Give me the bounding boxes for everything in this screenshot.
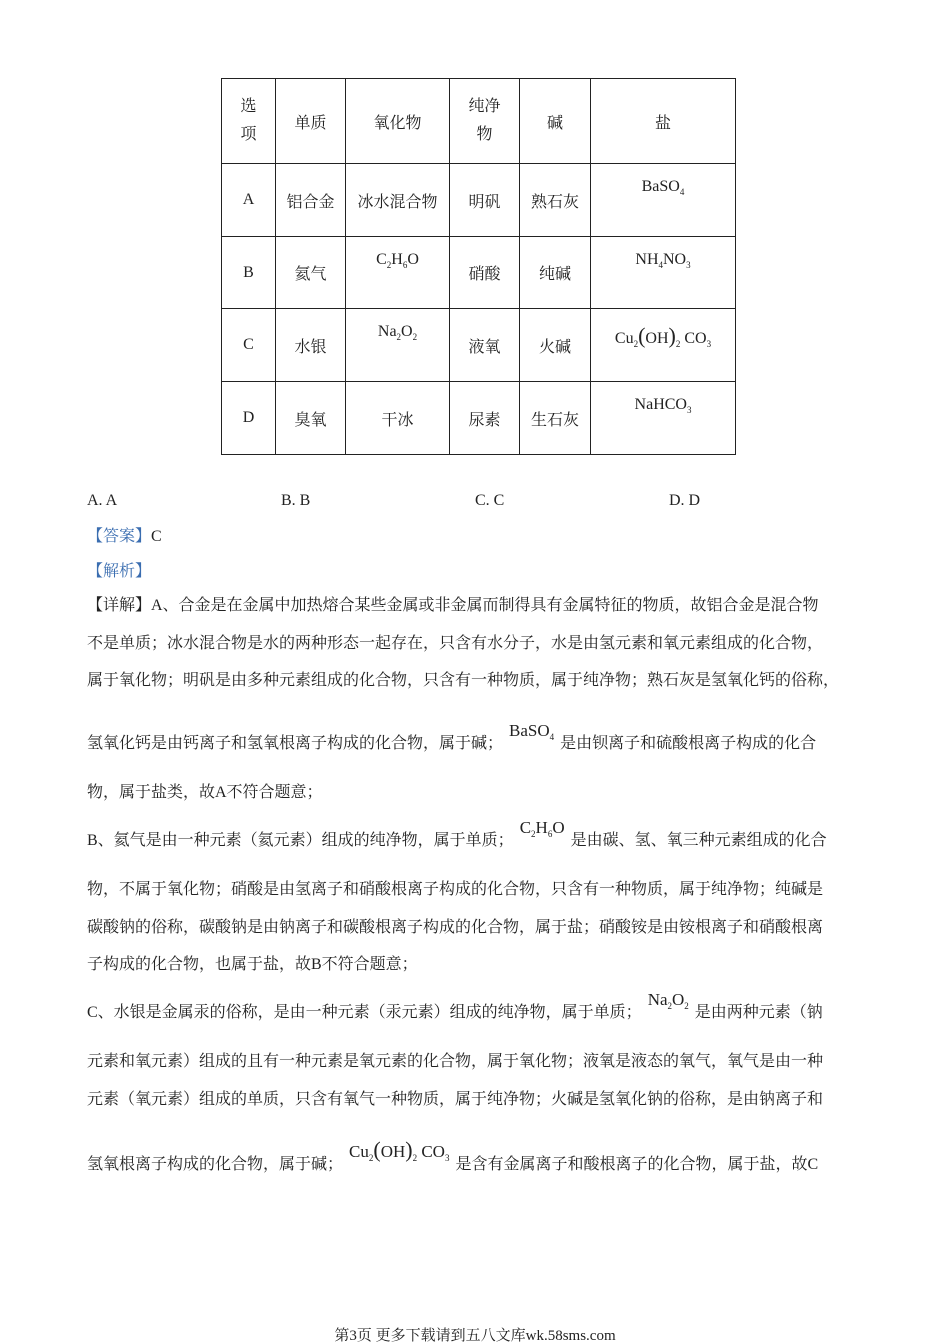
option-c: C. C xyxy=(475,492,505,509)
formula-text: C xyxy=(376,251,387,268)
line-text: 物，属于盐类，故A不符合题意； xyxy=(87,784,323,801)
formula-text: Na xyxy=(377,323,397,340)
explanation-line xyxy=(87,918,823,938)
formula-subscript: 2 xyxy=(368,1153,374,1163)
line-text: 是由两种元素（钠 xyxy=(694,1004,823,1021)
chemical-formula xyxy=(509,721,554,740)
cell-base: 熟石灰 xyxy=(520,164,591,237)
formula-text: CO xyxy=(680,330,707,347)
formula-text: C xyxy=(519,818,532,837)
explanation-line xyxy=(87,1090,823,1110)
line-text: C、水银是金属汞的俗称，是由一种元素（汞元素）组成的纯净物，属于单质； xyxy=(87,1004,642,1021)
cell-option: C xyxy=(222,309,276,382)
option-d: D. D xyxy=(669,492,701,509)
line-text: 元素（氧元素）组成的单质，只含有氧气一种物质，属于纯净物；火碱是氢氧化钠的俗称，是由钠离子和 xyxy=(87,1091,824,1108)
explanation-line xyxy=(87,1052,823,1072)
formula-text: O xyxy=(672,990,685,1009)
line-text: 物，不属于氧化物；硝酸是由氢离子和硝酸根离子构成的化合物，只含有一种物质，属于纯净物；纯碱是 xyxy=(87,881,824,898)
formula-subscript: 3 xyxy=(444,1153,450,1163)
cell-base: 纯碱 xyxy=(520,237,591,309)
formula-subscript: 3 xyxy=(706,339,712,349)
chemical-formula xyxy=(642,178,685,195)
cell-element: 氦气 xyxy=(276,237,346,309)
formula-text: BaSO xyxy=(641,178,680,195)
cell-salt xyxy=(591,164,736,237)
formula-subscript: 4 xyxy=(679,187,685,197)
formula-text: NO xyxy=(663,251,687,268)
cell-oxide: 干冰 xyxy=(346,382,450,455)
formula-text: NaHCO xyxy=(634,396,687,413)
line-text: 【详解】A、合金是在金属中加热熔合某些金属或非金属而制得具有金属特征的物质，故铝合金是混合物 xyxy=(87,597,819,614)
formula-text: OH xyxy=(380,1142,406,1161)
cell-element: 臭氧 xyxy=(276,382,346,455)
cell-pure: 明矾 xyxy=(450,164,520,237)
formula-text: ( xyxy=(638,323,646,348)
chemical-formula xyxy=(376,251,419,268)
line-text: 碳酸钠的俗称，碳酸钠是由钠离子和碳酸根离子构成的化合物，属于盐；硝酸铵是由铵根离子和硝酸根离 xyxy=(87,919,824,936)
cell-oxide xyxy=(346,309,450,382)
formula-subscript: 2 xyxy=(684,1001,689,1011)
line-text: 子构成的化合物，也属于盐，故B不符合题意； xyxy=(87,956,418,973)
formula-subscript: 4 xyxy=(658,260,663,270)
line-text: 是由碳、氢、氧三种元素组成的化合 xyxy=(570,832,827,849)
formula-subscript: 4 xyxy=(549,732,555,742)
header-salt: 盐 xyxy=(591,79,736,164)
formula-text: NH xyxy=(635,251,659,268)
formula-text: ) xyxy=(405,1137,413,1162)
formula-text: O xyxy=(401,323,413,340)
page-footer: 第3页 更多下载请到五八文库wk.58sms.com xyxy=(334,1328,616,1344)
formula-subscript: 3 xyxy=(686,260,691,270)
cell-salt xyxy=(591,309,736,382)
table-header-row xyxy=(222,79,736,164)
header-option: 选 项 xyxy=(222,79,276,164)
line-text: 是含有金属离子和酸根离子的化合物，属于盐，故C xyxy=(455,1156,819,1173)
answer-value: C xyxy=(151,528,162,545)
formula-text: ( xyxy=(373,1137,381,1162)
cell-base: 火碱 xyxy=(520,309,591,382)
cell-salt xyxy=(591,237,736,309)
explanation-line xyxy=(87,1137,819,1180)
formula-subscript: 2 xyxy=(386,260,392,270)
formula-subscript: 3 xyxy=(686,405,692,415)
option-b: B. B xyxy=(281,492,311,509)
chemical-formula xyxy=(648,990,689,1009)
line-text: 是由钡离子和硫酸根离子构成的化合 xyxy=(560,735,817,752)
formula-text: BaSO xyxy=(509,721,550,740)
formula-subscript: 2 xyxy=(667,1001,673,1011)
line-text: B、氦气是由一种元素（氦元素）组成的纯净物，属于单质； xyxy=(87,832,514,849)
line-text: 氢氧化钙是由钙离子和氢氧根离子构成的化合物，属于碱； xyxy=(87,735,504,752)
table-row xyxy=(222,309,736,382)
formula-subscript: 2 xyxy=(396,332,402,342)
table-row xyxy=(222,382,736,455)
formula-subscript: 2 xyxy=(412,332,418,342)
table-row xyxy=(222,164,736,237)
line-text: 属于氧化物；明矾是由多种元素组成的化合物，只含有一种物质，属于纯净物；熟石灰是氢氧化钙的俗称， xyxy=(87,672,840,689)
line-text: 不是单质；冰水混合物是水的两种形态一起存在，只含有水分子，水是由氢元素和氧元素组成的化合物， xyxy=(87,635,824,652)
explanation-line xyxy=(87,596,819,616)
formula-text: O xyxy=(407,251,419,268)
cell-pure: 硝酸 xyxy=(450,237,520,309)
formula-text: O xyxy=(552,818,565,837)
answer-label: 【答案】 xyxy=(87,528,152,545)
cell-element: 水银 xyxy=(276,309,346,382)
header-oxide: 氧化物 xyxy=(346,79,450,164)
formula-text: CO xyxy=(417,1142,445,1161)
cell-option: B xyxy=(222,237,276,309)
cell-pure: 液氧 xyxy=(450,309,520,382)
header-base: 碱 xyxy=(520,79,591,164)
formula-text: ) xyxy=(668,323,676,348)
line-text: 元素和氧元素）组成的且有一种元素是氧元素的化合物，属于氧化物；液氧是液态的氧气，氧气是由一种 xyxy=(87,1053,824,1070)
formula-text: Na xyxy=(647,990,668,1009)
chemical-formula xyxy=(378,323,417,340)
cell-element: 铝合金 xyxy=(276,164,346,237)
formula-subscript: 2 xyxy=(675,339,681,349)
explanation-line xyxy=(87,671,839,691)
formula-subscript: 6 xyxy=(547,829,553,839)
table-row xyxy=(222,237,736,309)
formula-text: Cu xyxy=(614,330,634,347)
cell-salt xyxy=(591,382,736,455)
explanation-line xyxy=(87,990,823,1028)
answer-line xyxy=(87,527,162,547)
formula-text: H xyxy=(535,818,548,837)
explanation-line xyxy=(87,818,827,856)
formula-subscript: 2 xyxy=(412,1153,418,1163)
header-pure: 纯净 物 xyxy=(450,79,520,164)
chemical-formula xyxy=(520,818,565,837)
chemical-formula xyxy=(614,323,712,349)
explanation-line xyxy=(87,955,418,975)
explanation-line xyxy=(87,783,323,803)
formula-text: OH xyxy=(645,330,669,347)
explanation-line xyxy=(87,634,823,654)
chemical-formula xyxy=(349,1137,450,1163)
formula-subscript: 2 xyxy=(633,339,639,349)
explanation-line xyxy=(87,721,817,759)
formula-text: H xyxy=(391,251,403,268)
chemical-formula xyxy=(635,396,692,413)
cell-oxide xyxy=(346,237,450,309)
cell-option: D xyxy=(222,382,276,455)
chemical-formula xyxy=(635,251,690,268)
cell-oxide: 冰水混合物 xyxy=(346,164,450,237)
formula-text: Cu xyxy=(349,1142,369,1161)
classification-table xyxy=(221,78,736,455)
formula-subscript: 2 xyxy=(531,829,536,839)
formula-subscript: 6 xyxy=(402,260,408,270)
line-text: 氢氧根离子构成的化合物，属于碱； xyxy=(87,1156,344,1173)
header-element: 单质 xyxy=(276,79,346,164)
option-a: A. A xyxy=(87,492,118,509)
cell-base: 生石灰 xyxy=(520,382,591,455)
analysis-label: 【解析】 xyxy=(87,563,152,580)
cell-pure: 尿素 xyxy=(450,382,520,455)
explanation-line xyxy=(87,880,823,900)
cell-option: A xyxy=(222,164,276,237)
